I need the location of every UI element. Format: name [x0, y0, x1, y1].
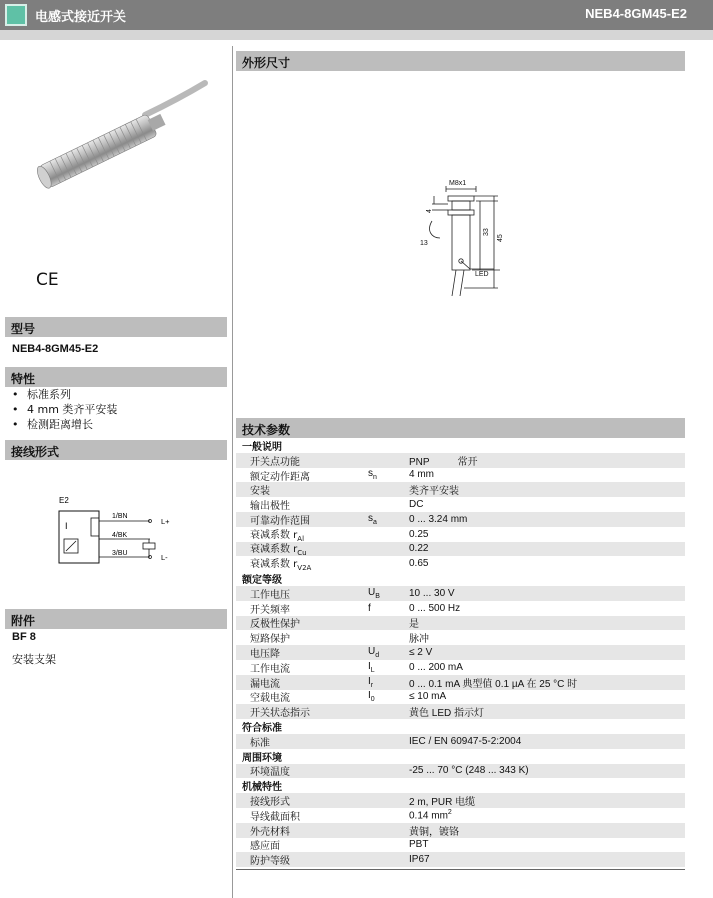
- tech-row-label: 导线截面积: [250, 811, 300, 823]
- tech-row-value: IP67: [409, 854, 430, 866]
- section-dimensions-header: 外形尺寸: [236, 51, 685, 71]
- tech-row: [236, 675, 685, 690]
- output-label: L+: [161, 517, 170, 526]
- dimension-drawing: [418, 176, 518, 306]
- header-model-number: NEB4-8GM45-E2: [585, 6, 687, 21]
- tech-row-symbol: $I_L$: [368, 660, 375, 674]
- tech-row-value: 0 ... 500 Hz: [409, 602, 461, 614]
- tech-row-label: 感应面: [250, 841, 280, 853]
- tech-row-value: ≤ 2 V: [409, 647, 433, 659]
- tech-row-value: IEC / EN 60947-5-2:2004: [409, 735, 522, 747]
- tech-row: [236, 690, 685, 705]
- dim-thread-length-label: 33: [483, 228, 490, 236]
- tech-row: [236, 645, 685, 660]
- tech-row: [236, 542, 685, 557]
- tech-row-value: 黄色 LED 指示灯: [409, 708, 485, 720]
- tech-row-value: 0.22: [409, 543, 429, 555]
- accessory-description: 安装支架: [12, 653, 56, 666]
- tech-row-label: 输出极性: [250, 501, 290, 513]
- tech-row-label: 标准: [250, 737, 270, 749]
- tech-row-label: 工作电流: [250, 663, 290, 675]
- tech-data-table: [236, 438, 685, 867]
- tech-row: [236, 482, 685, 497]
- tech-row: [236, 453, 685, 468]
- wiring-diagram: [55, 493, 185, 573]
- tech-row-value: 10 ... 30 V: [409, 587, 455, 599]
- section-model-header: 型号: [5, 317, 227, 337]
- tech-row-label: 衰减系数 $r_{Cu}$: [250, 544, 307, 558]
- tech-row-value: ≤ 10 mA: [409, 691, 447, 703]
- tech-row-label: 防护等级: [250, 856, 290, 868]
- tech-row-value: 类齐平安装: [409, 486, 459, 498]
- page-header: [0, 0, 713, 30]
- tech-table-bottom-rule: [236, 869, 685, 870]
- tech-row-value: PNP 常开: [409, 456, 478, 468]
- tech-row-label: 安装: [250, 486, 270, 498]
- tech-row-value: -25 ... 70 °C (248 ... 343 K): [409, 765, 529, 777]
- section-accessories-header: 附件: [5, 609, 227, 629]
- wiring-symbol: I: [65, 521, 68, 531]
- tech-row: [236, 497, 685, 512]
- tech-row-label: 工作电压: [250, 589, 290, 601]
- tech-row-value: 0.14 $mm^2$: [409, 809, 452, 822]
- tech-row: [236, 808, 685, 823]
- tech-row: [236, 468, 685, 483]
- section-wiring-header: 接线形式: [5, 440, 227, 460]
- tech-row-label: 漏电流: [250, 678, 280, 690]
- tech-row: [236, 616, 685, 631]
- tech-row-symbol: $I_0$: [368, 690, 375, 704]
- terminal-label: 1/BN: [112, 513, 128, 520]
- tech-row: [236, 630, 685, 645]
- tech-row-label: 开关点功能: [250, 456, 300, 468]
- tech-group-heading: 周围环境: [242, 752, 282, 764]
- tech-row-label: 反极性保护: [250, 619, 300, 631]
- accessory-code: BF 8: [12, 631, 36, 643]
- section-tech-header: 技术参数: [236, 418, 685, 438]
- tech-row-value: DC: [409, 499, 424, 511]
- tech-group-heading: 机械特性: [242, 782, 282, 794]
- tech-row-label: 额定动作距离: [250, 471, 310, 483]
- tech-row: [236, 823, 685, 838]
- tech-row-label: 接线形式: [250, 797, 290, 809]
- dim-total-length-label: 45: [497, 234, 504, 242]
- ce-mark-icon: CE: [36, 270, 59, 290]
- header-subbar: [0, 30, 713, 40]
- tech-row: [236, 660, 685, 675]
- tech-row: [236, 556, 685, 571]
- tech-group-heading: 额定等级: [242, 575, 282, 587]
- tech-row: [236, 852, 685, 867]
- tech-row-value: 0 ... 200 mA: [409, 661, 463, 673]
- dim-led-label: LED: [475, 271, 489, 278]
- tech-row-label: 短路保护: [250, 634, 290, 646]
- tech-row-symbol: $U_d$: [368, 646, 380, 660]
- tech-row-value: 黄铜，镀铬: [409, 826, 459, 838]
- tech-row-symbol: $U_B$: [368, 586, 380, 600]
- tech-row-value: 0.65: [409, 558, 429, 570]
- tech-row-symbol: f: [368, 602, 371, 614]
- tech-row-label: 电压降: [250, 649, 280, 661]
- product-photo: [20, 75, 220, 205]
- terminal-label: 3/BU: [112, 550, 128, 557]
- dim-thread-label: M8x1: [449, 180, 467, 187]
- feature-item: • 标准系列: [12, 387, 117, 402]
- tech-row: [236, 601, 685, 616]
- tech-row-value: 4 mm: [409, 469, 434, 481]
- tech-row-label: 空载电流: [250, 693, 290, 705]
- tech-row-label: 开关状态指示: [250, 708, 310, 720]
- product-category-title: 电感式接近开关: [35, 10, 127, 25]
- model-name: NEB4-8GM45-E2: [12, 343, 99, 355]
- tech-row-value: 脉冲: [409, 634, 429, 646]
- tech-row-label: 可靠动作范围: [250, 515, 310, 527]
- tech-row-label: 开关频率: [250, 604, 290, 616]
- tech-row-label: 环境温度: [250, 767, 290, 779]
- wiring-label: E2: [59, 496, 69, 505]
- tech-row-value: 0.25: [409, 528, 429, 540]
- tech-row-value: 2 m, PUR 电缆: [409, 797, 476, 809]
- tech-row-value: 0 ... 0.1 mA 典型值 0.1 µA 在 25 °C 时: [409, 678, 578, 690]
- tech-group-heading: 符合标准: [242, 723, 282, 735]
- tech-row: [236, 512, 685, 527]
- tech-row-symbol: $s_a$: [368, 512, 377, 526]
- tech-row: [236, 586, 685, 601]
- feature-item: • 4 mm 类齐平安装: [12, 402, 117, 417]
- tech-row: [236, 734, 685, 749]
- tech-row-symbol: $I_r$: [368, 675, 374, 689]
- tech-row: [236, 793, 685, 808]
- column-divider: [232, 46, 233, 898]
- tech-row: [236, 704, 685, 719]
- tech-row-value: PBT: [409, 839, 429, 851]
- tech-row-value: 0 ... 3.24 mm: [409, 513, 468, 525]
- feature-list: [12, 387, 117, 432]
- brand-logo-icon: [5, 4, 27, 26]
- tech-row-label: 外壳材料: [250, 826, 290, 838]
- tech-row: [236, 527, 685, 542]
- feature-item: • 检测距离增长: [12, 417, 117, 432]
- terminal-label: 4/BK: [112, 532, 128, 539]
- dim-wrench-label: 13: [420, 240, 428, 247]
- dim-nut-height-label: 4: [426, 209, 433, 213]
- tech-row: [236, 764, 685, 779]
- tech-row: [236, 838, 685, 853]
- output-label: L-: [161, 553, 168, 562]
- section-features-header: 特性: [5, 367, 227, 387]
- tech-row-value: 是: [409, 619, 419, 631]
- tech-group-heading: 一般说明: [242, 441, 282, 453]
- tech-row-symbol: $s_n$: [368, 468, 377, 482]
- tech-row-label: 衰减系数 $r_{Al}$: [250, 529, 305, 543]
- tech-row-label: 衰减系数 $r_{V2A}$: [250, 559, 312, 573]
